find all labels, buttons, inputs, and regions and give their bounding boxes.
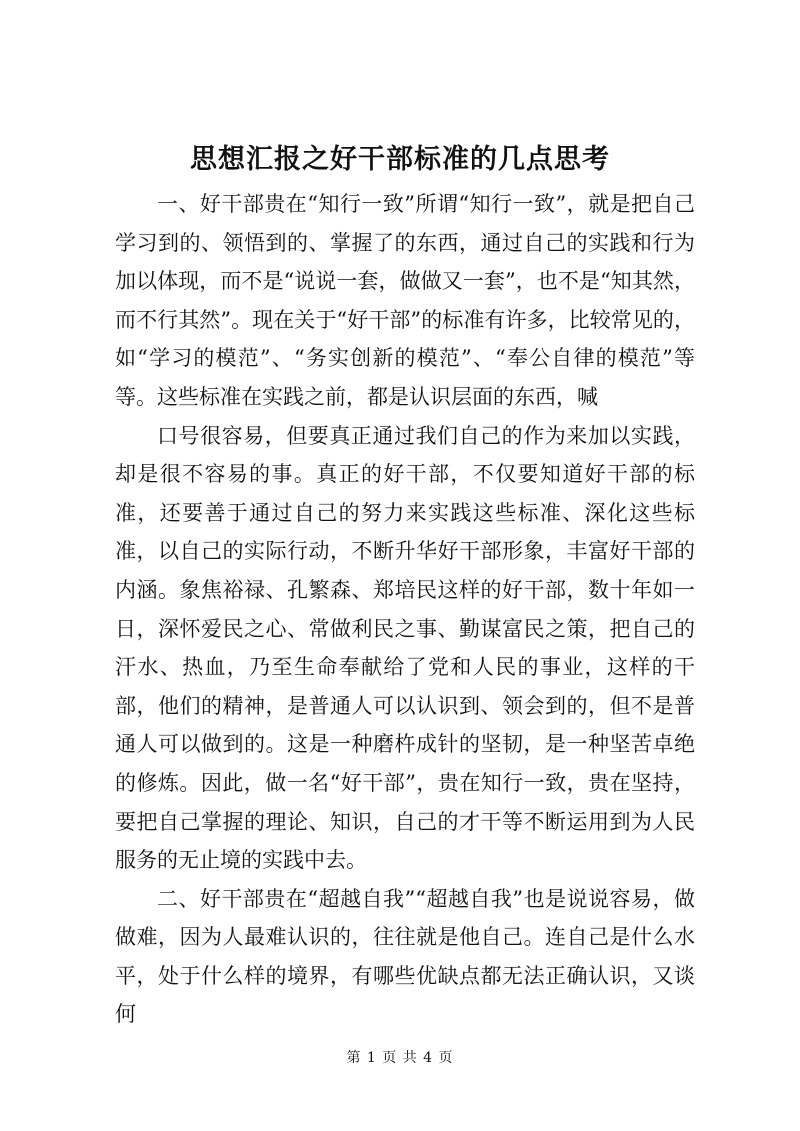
page-number-footer: 第 1 页 共 4 页 <box>346 1050 454 1066</box>
paragraph-1: 一、好干部贵在“知行一致”所谓“知行一致”，就是把自己学习到的、领悟到的、掌握了的东西，通过自己的实践和行为加以体现，而不是“说说一套，做做又一套”，也不是“知其然，而不行其然”。现在关于“好干部”的标准有许多，比较常见的，如“学习的模范”、“务实创新的模范”、“奉公自律的模范”等等。这些标准在实践之前，都是认识层面的东西，喊 <box>115 192 695 409</box>
document-body <box>115 185 695 1034</box>
document-title: 思想汇报之好干部标准的几点思考 <box>190 144 610 175</box>
paragraph-2: 口号很容易，但要真正通过我们自己的作为来加以实践，却是很不容易的事。真正的好干部，不仅要知道好干部的标准，还要善于通过自己的努力来实践这些标准、深化这些标准，以自己的实际行动，不断升华好干部形象，丰富好干部的内涵。象焦裕禄、孔繁森、郑培民这样的好干部，数十年如一日，深怀爱民之心、常做利民之事、勤谋富民之策，把自己的汗水、热血，乃至生命奉献给了党和人民的事业，这样的干部，他们的精神，是普通人可以认识到、领会到的，但不是普通人可以做到的。这是一种磨杵成针的坚韧，是一种坚苦卓绝的修炼。因此，做一名“好干部”，贵在知行一致，贵在坚持，要把自己掌握的理论、知识，自己的才干等不断运用到为人民服务的无止境的实践中去。 <box>115 423 695 873</box>
paragraph-3: 二、好干部贵在“超越自我”“超越自我”也是说说容易，做做难，因为人最难认识的，往往就是他自己。连自己是什么水平，处于什么样的境界，有哪些优缺点都无法正确认识，又谈何 <box>115 886 695 1027</box>
